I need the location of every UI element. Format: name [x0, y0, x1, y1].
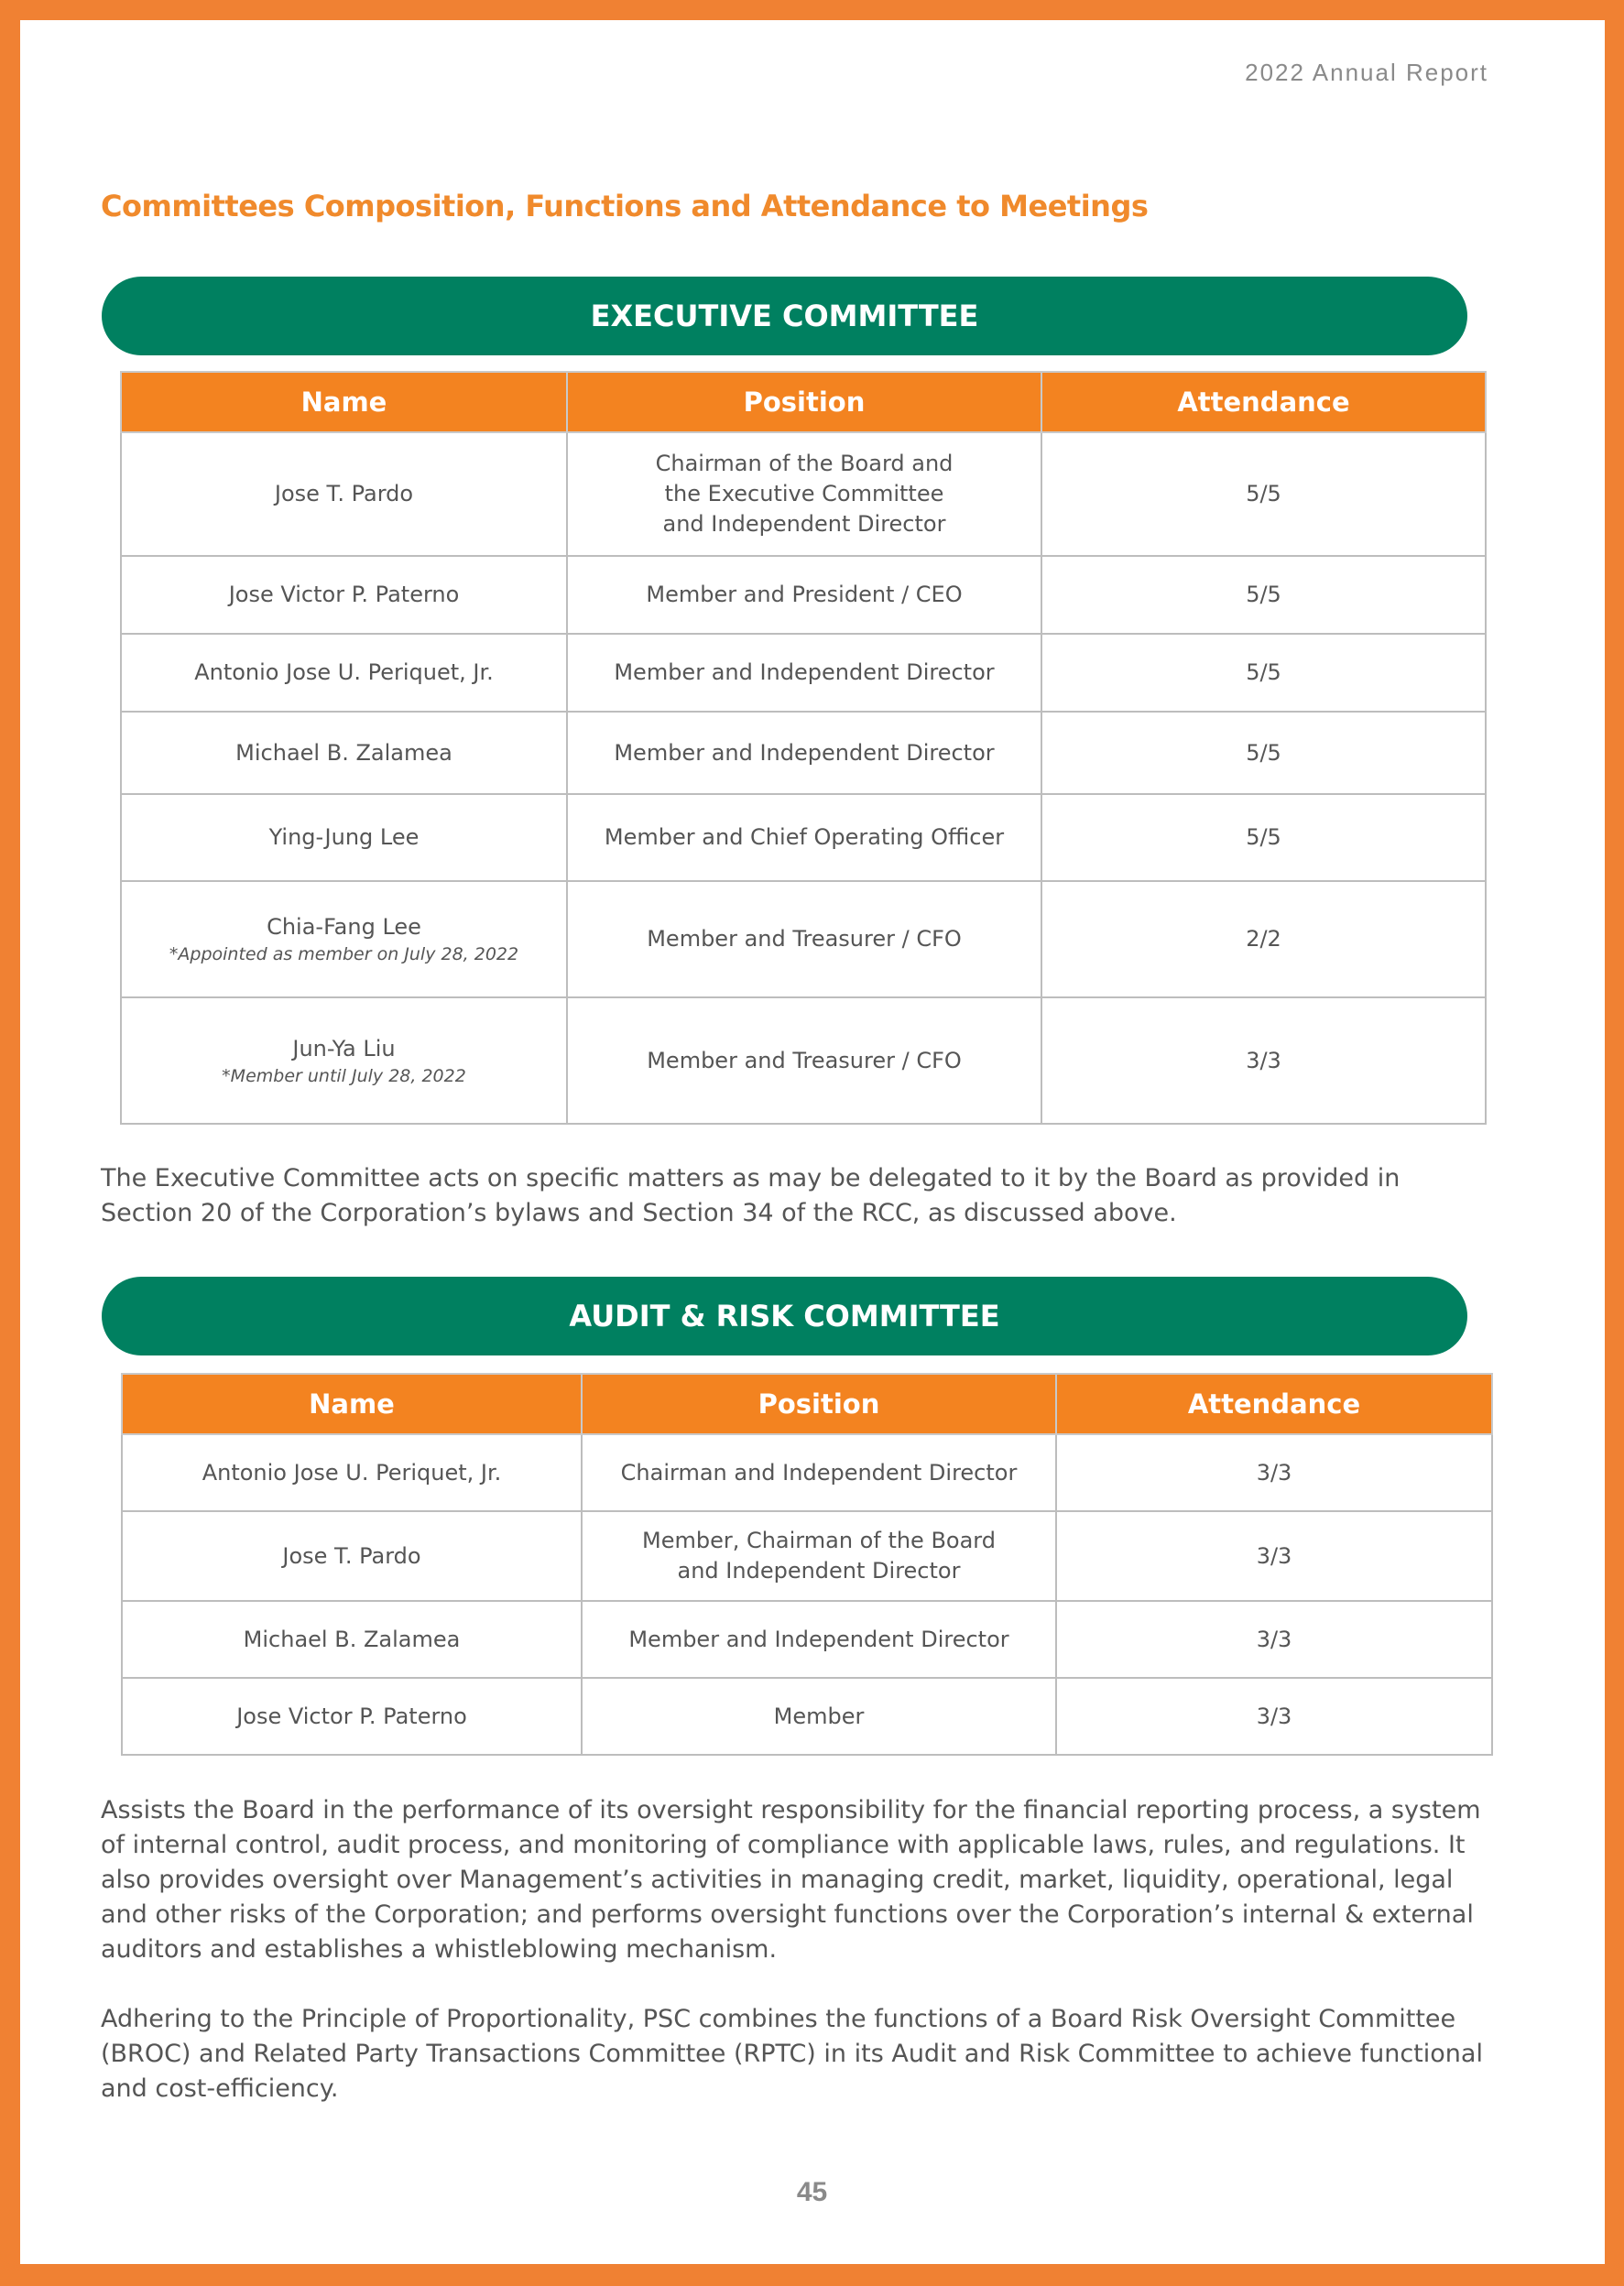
member-name: Jose T. Pardo [122, 1511, 582, 1601]
column-header-position: Position [567, 372, 1041, 432]
section-title: Committees Composition, Functions and Attendance to Meetings [101, 189, 1149, 223]
member-name: Michael B. Zalamea [121, 712, 567, 794]
member-attendance: 3/3 [1056, 1511, 1492, 1601]
member-position: Member and Independent Director [567, 712, 1041, 794]
table-header-row [122, 1374, 1492, 1434]
table-row [121, 432, 1486, 556]
member-name-cell [121, 997, 567, 1124]
member-name-cell [121, 881, 567, 997]
member-attendance: 5/5 [1041, 712, 1486, 794]
member-name: Antonio Jose U. Periquet, Jr. [122, 1434, 582, 1511]
member-position: Member and President / CEO [567, 556, 1041, 634]
member-position: Member and Independent Director [582, 1601, 1056, 1678]
member-attendance: 3/3 [1056, 1434, 1492, 1511]
member-attendance: 5/5 [1041, 634, 1486, 712]
member-position [567, 432, 1041, 556]
member-name: Jose Victor P. Paterno [121, 556, 567, 634]
member-name: Ying-Jung Lee [121, 794, 567, 881]
member-note: *Member until July 28, 2022 [222, 1065, 466, 1086]
position-line: the Executive Committee [664, 481, 944, 506]
table-row [122, 1511, 1492, 1601]
member-name: Chia-Fang Lee [267, 914, 421, 940]
table-row [121, 997, 1486, 1124]
report-header: 2022 Annual Report [1245, 59, 1488, 86]
audit-risk-committee-table [121, 1373, 1493, 1756]
position-line: and Independent Director [677, 1558, 961, 1584]
column-header-name: Name [122, 1374, 582, 1434]
table-header-row [121, 372, 1486, 432]
table-row [121, 634, 1486, 712]
member-position: Member and Independent Director [567, 634, 1041, 712]
column-header-attendance: Attendance [1041, 372, 1486, 432]
proportionality-paragraph: Adhering to the Principle of Proportionality, PSC combines the functions of a Board Risk Oversight Committee (BROC) and Related Party Transactions Committee (RPTC) in its Audit and Risk Committee to achieve functional and cost-efficiency. [101, 2005, 1483, 2103]
table-row [122, 1678, 1492, 1755]
member-attendance: 5/5 [1041, 432, 1486, 556]
position-line: and Independent Director [662, 511, 946, 537]
member-name: Jose Victor P. Paterno [122, 1678, 582, 1755]
column-header-name: Name [121, 372, 567, 432]
executive-committee-description: The Executive Committee acts on specific matters as may be delegated to it by the Board as provided in Section 20 of the Corporation’s bylaws and Section 34 of the RCC, as discussed above. [101, 1164, 1401, 1227]
table-row [121, 556, 1486, 634]
member-note: *Appointed as member on July 28, 2022 [169, 944, 519, 964]
position-line: Member, Chairman of the Board [641, 1528, 996, 1553]
member-position: Member and Chief Operating Officer [567, 794, 1041, 881]
table-row [121, 794, 1486, 881]
member-attendance: 5/5 [1041, 556, 1486, 634]
table-row [121, 712, 1486, 794]
table-row [122, 1434, 1492, 1511]
executive-committee-banner: EXECUTIVE COMMITTEE [102, 277, 1467, 355]
page-number: 45 [796, 2177, 828, 2207]
member-position: Member and Treasurer / CFO [567, 997, 1041, 1124]
member-position: Chairman and Independent Director [582, 1434, 1056, 1511]
member-attendance: 2/2 [1041, 881, 1486, 997]
member-attendance: 3/3 [1056, 1678, 1492, 1755]
member-position: Member and Treasurer / CFO [567, 881, 1041, 997]
member-attendance: 3/3 [1041, 997, 1486, 1124]
audit-risk-committee-banner: AUDIT & RISK COMMITTEE [102, 1277, 1467, 1355]
member-attendance: 5/5 [1041, 794, 1486, 881]
member-position: Member [582, 1678, 1056, 1755]
member-name: Jose T. Pardo [121, 432, 567, 556]
member-position [582, 1511, 1056, 1601]
member-name: Michael B. Zalamea [122, 1601, 582, 1678]
member-name: Antonio Jose U. Periquet, Jr. [121, 634, 567, 712]
table-row [121, 881, 1486, 997]
position-line: Chairman of the Board and [655, 451, 954, 476]
column-header-position: Position [582, 1374, 1056, 1434]
column-header-attendance: Attendance [1056, 1374, 1492, 1434]
audit-committee-description: Assists the Board in the performance of its oversight responsibility for the financial reporting process, a system of internal control, audit process, and monitoring of compliance with applicable laws, rules, and regulations. It also provides oversight over Management’s activities in managing credit, market, liquidity, operational, legal and other risks of the Corporation; and performs oversight functions over the Corporation’s internal & external auditors and establishes a whistleblowing mechanism. [101, 1796, 1481, 1964]
executive-committee-table [120, 371, 1487, 1125]
table-row [122, 1601, 1492, 1678]
member-attendance: 3/3 [1056, 1601, 1492, 1678]
member-name: Jun-Ya Liu [292, 1035, 396, 1061]
